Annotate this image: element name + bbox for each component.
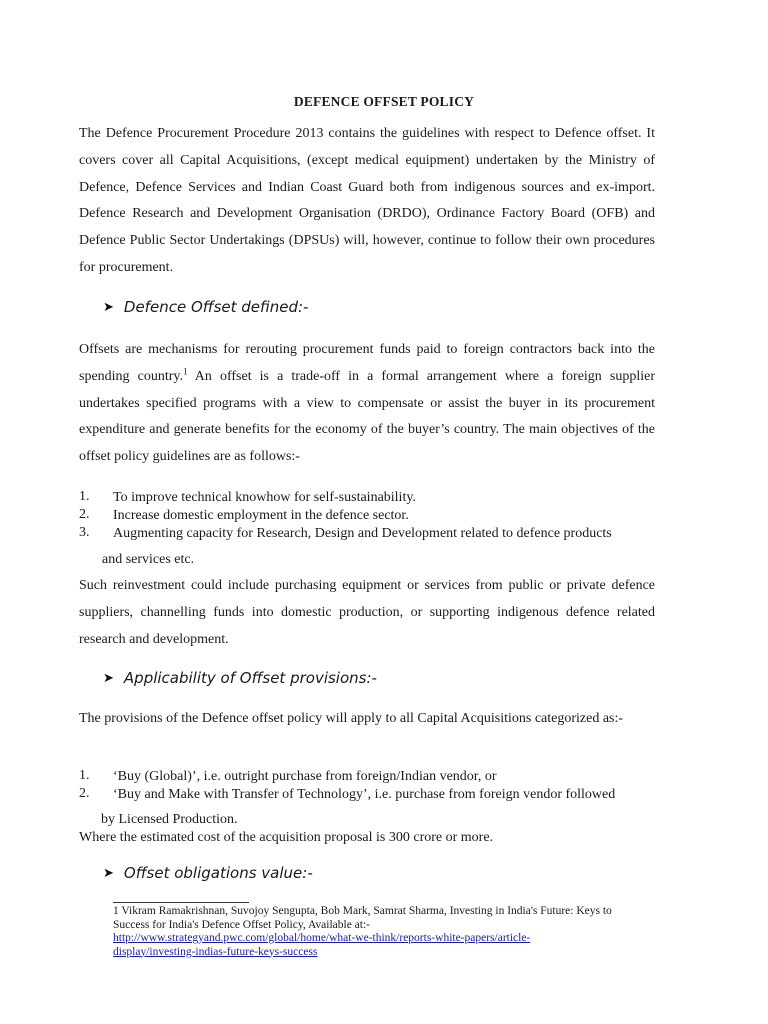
definition-text-a: Offsets are mechanisms for rerouting procurement funds paid to foreign contractors back into the spending country. bbox=[79, 342, 655, 384]
footnote-link-line1[interactable]: http://www.strategyand.pwc.com/global/home/what-we-think/reports-white-papers/article- bbox=[113, 932, 531, 944]
heading-text: Defence Offset defined:- bbox=[123, 298, 309, 316]
list-continuation: and services etc. bbox=[102, 552, 195, 567]
list-text: Augmenting capacity for Research, Design and Development related to defence products bbox=[113, 526, 612, 541]
applicability-paragraph: The provisions of the Defence offset policy will apply to all Capital Acquisitions categorized as:- bbox=[79, 711, 624, 726]
section-heading-applicability bbox=[103, 669, 377, 687]
list-number: 1. bbox=[79, 768, 90, 783]
footnote-separator bbox=[113, 902, 249, 903]
arrow-bullet-icon: ➤ bbox=[103, 865, 114, 881]
document-title: DEFENCE OFFSET POLICY bbox=[293, 94, 475, 109]
footnote-link[interactable] bbox=[113, 932, 530, 958]
footnote-link-line2[interactable]: display/investing-indias-future-keys-success bbox=[113, 945, 318, 958]
definition-text-b: An offset is a trade-off in a formal arrangement where a foreign supplier undertakes specified programs with a view to compensate or assist the buyer in its procurement expenditure and generate benefits for the economy of the buyer’s country. The main objectives of the offset policy guidelines are as follows:- bbox=[79, 368, 655, 465]
list-number: 2. bbox=[79, 507, 90, 522]
arrow-bullet-icon: ➤ bbox=[103, 670, 114, 686]
footnote bbox=[113, 905, 633, 959]
estimate-text: Where the estimated cost of the acquisition proposal is 300 crore or more. bbox=[79, 830, 494, 845]
list-text: To improve technical knowhow for self-sustainability. bbox=[113, 490, 416, 505]
reinvestment-paragraph: Such reinvestment could include purchasing equipment or services from public or private defence suppliers, channelling funds into domestic production, or supporting indigenous defence related research and development. bbox=[79, 578, 655, 647]
heading-text: Offset obligations value:- bbox=[123, 864, 313, 882]
list-continuation: by Licensed Production. bbox=[101, 812, 238, 827]
list-number: 1. bbox=[79, 489, 90, 504]
list-text: ‘Buy and Make with Transfer of Technology’, i.e. purchase from foreign vendor followed bbox=[113, 787, 616, 802]
list-text: ‘Buy (Global)’, i.e. outright purchase from foreign/Indian vendor, or bbox=[113, 769, 497, 784]
section-heading-offset-defined bbox=[103, 298, 308, 316]
footnote-text: 1 Vikram Ramakrishnan, Suvojoy Sengupta, Bob Mark, Samrat Sharma, Investing in India's Future: Keys to Success for India's Defence Offset Policy, Available at:- bbox=[113, 905, 612, 931]
list-number: 3. bbox=[79, 525, 90, 540]
list-text: Increase domestic employment in the defence sector. bbox=[113, 508, 409, 523]
offsets-definition-paragraph bbox=[79, 337, 655, 471]
list-number: 2. bbox=[79, 786, 90, 801]
intro-paragraph: The Defence Procurement Procedure 2013 contains the guidelines with respect to Defence offset. It covers cover all Capital Acquisitions, (except medical equipment) undertaken by the Ministry of Defence, Defence Services and Indian Coast Guard both from indigenous sources and ex-import. Defence Research and Development Organisation (DRDO), Ordinance Factory Board (OFB) and Defence Public Sector Undertakings (DPSUs) will, however, continue to follow their own procedures for procurement. bbox=[79, 126, 655, 275]
section-heading-obligations bbox=[103, 864, 313, 882]
arrow-bullet-icon: ➤ bbox=[103, 299, 114, 315]
footnote-reference[interactable]: 1 bbox=[182, 366, 188, 377]
heading-text: Applicability of Offset provisions:- bbox=[123, 669, 377, 687]
